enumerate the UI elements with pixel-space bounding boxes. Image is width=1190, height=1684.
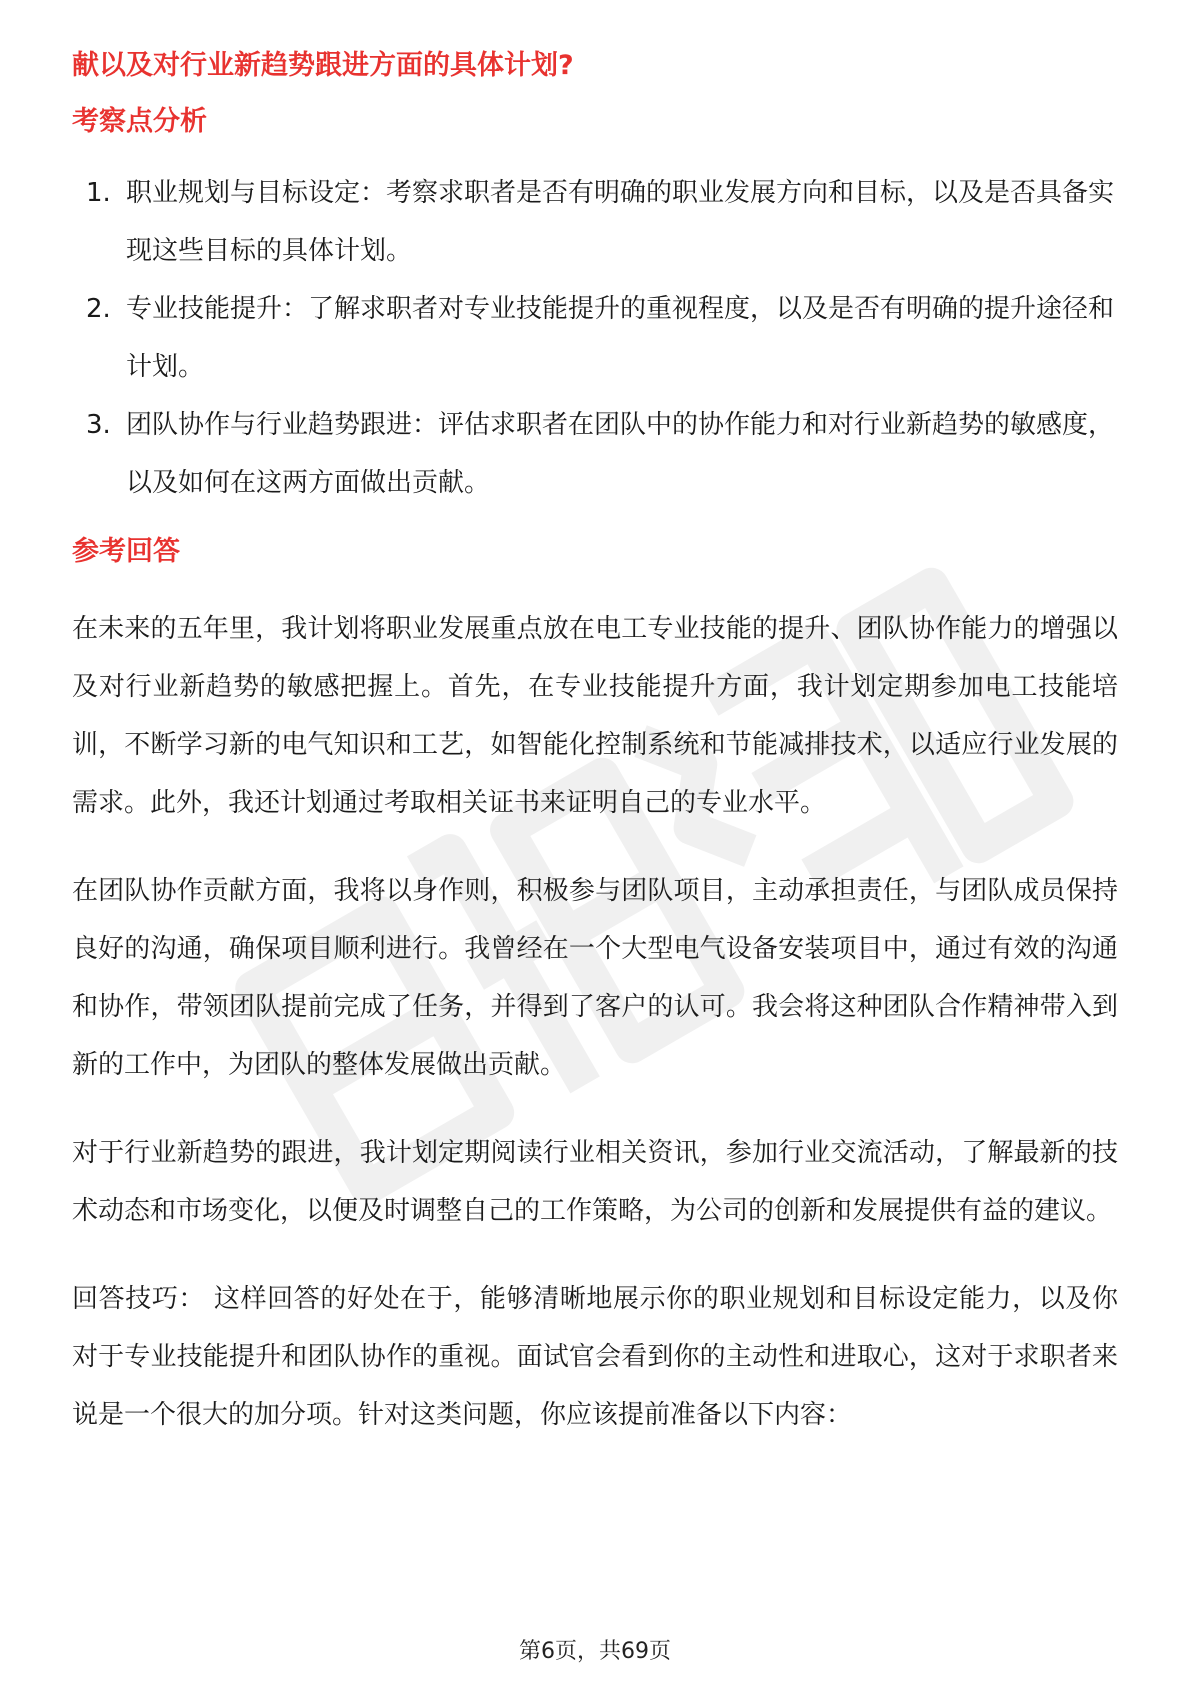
- page-number: 第6页，共69页: [519, 1639, 671, 1664]
- list-item: [72, 396, 1118, 512]
- answer-paragraph: 在团队协作贡献方面，我将以身作则，积极参与团队项目，主动承担责任，与团队成员保持良好的沟通，确保项目顺利进行。我曾经在一个大型电气设备安装项目中，通过有效的沟通和协作，带领团队提前完成了任务，并得到了客户的认可。我会将这种团队合作精神带入到新的工作中，为团队的整体发展做出贡献。: [72, 876, 1118, 1080]
- list-item-text: 专业技能提升：了解求职者对专业技能提升的重视程度，以及是否有明确的提升途径和计划。: [126, 294, 1115, 382]
- analysis-heading: 考察点分析: [72, 106, 207, 137]
- question-tail: 献以及对行业新趋势跟进方面的具体计划?: [72, 50, 574, 81]
- reference-heading: 参考回答: [72, 536, 180, 567]
- answer-paragraph: 在未来的五年里，我计划将职业发展重点放在电工专业技能的提升、团队协作能力的增强以及对行业新趋势的敏感把握上。首先，在专业技能提升方面，我计划定期参加电工技能培训，不断学习新的电气知识和工艺，如智能化控制系统和节能减排技术，以适应行业发展的需求。此外，我还计划通过考取相关证书来证明自己的专业水平。: [72, 614, 1118, 818]
- list-item-text: 团队协作与行业趋势跟进：评估求职者在团队中的协作能力和对行业新趋势的敏感度，以及如何在这两方面做出贡献。: [126, 410, 1115, 498]
- analysis-list: [72, 164, 1118, 512]
- tips-paragraph: 回答技巧： 这样回答的好处在于，能够清晰地展示你的职业规划和目标设定能力，以及你对于专业技能提升和团队协作的重视。面试官会看到你的主动性和进取心，这对于求职者来说是一个很大的加分项。针对这类问题，你应该提前准备以下内容：: [72, 1284, 1118, 1430]
- page-content: [72, 46, 1118, 1474]
- list-item-number: 2.: [86, 294, 111, 324]
- list-item-text: 职业规划与目标设定：考察求职者是否有明确的职业发展方向和目标，以及是否具备实现这些目标的具体计划。: [126, 178, 1115, 266]
- answer-paragraph: 对于行业新趋势的跟进，我计划定期阅读行业相关资讯，参加行业交流活动，了解最新的技术动态和市场变化，以便及时调整自己的工作策略，为公司的创新和发展提供有益的建议。: [72, 1138, 1118, 1226]
- list-item-number: 1.: [86, 178, 111, 208]
- list-item: [72, 164, 1118, 280]
- list-item: [72, 280, 1118, 396]
- list-item-number: 3.: [86, 410, 111, 440]
